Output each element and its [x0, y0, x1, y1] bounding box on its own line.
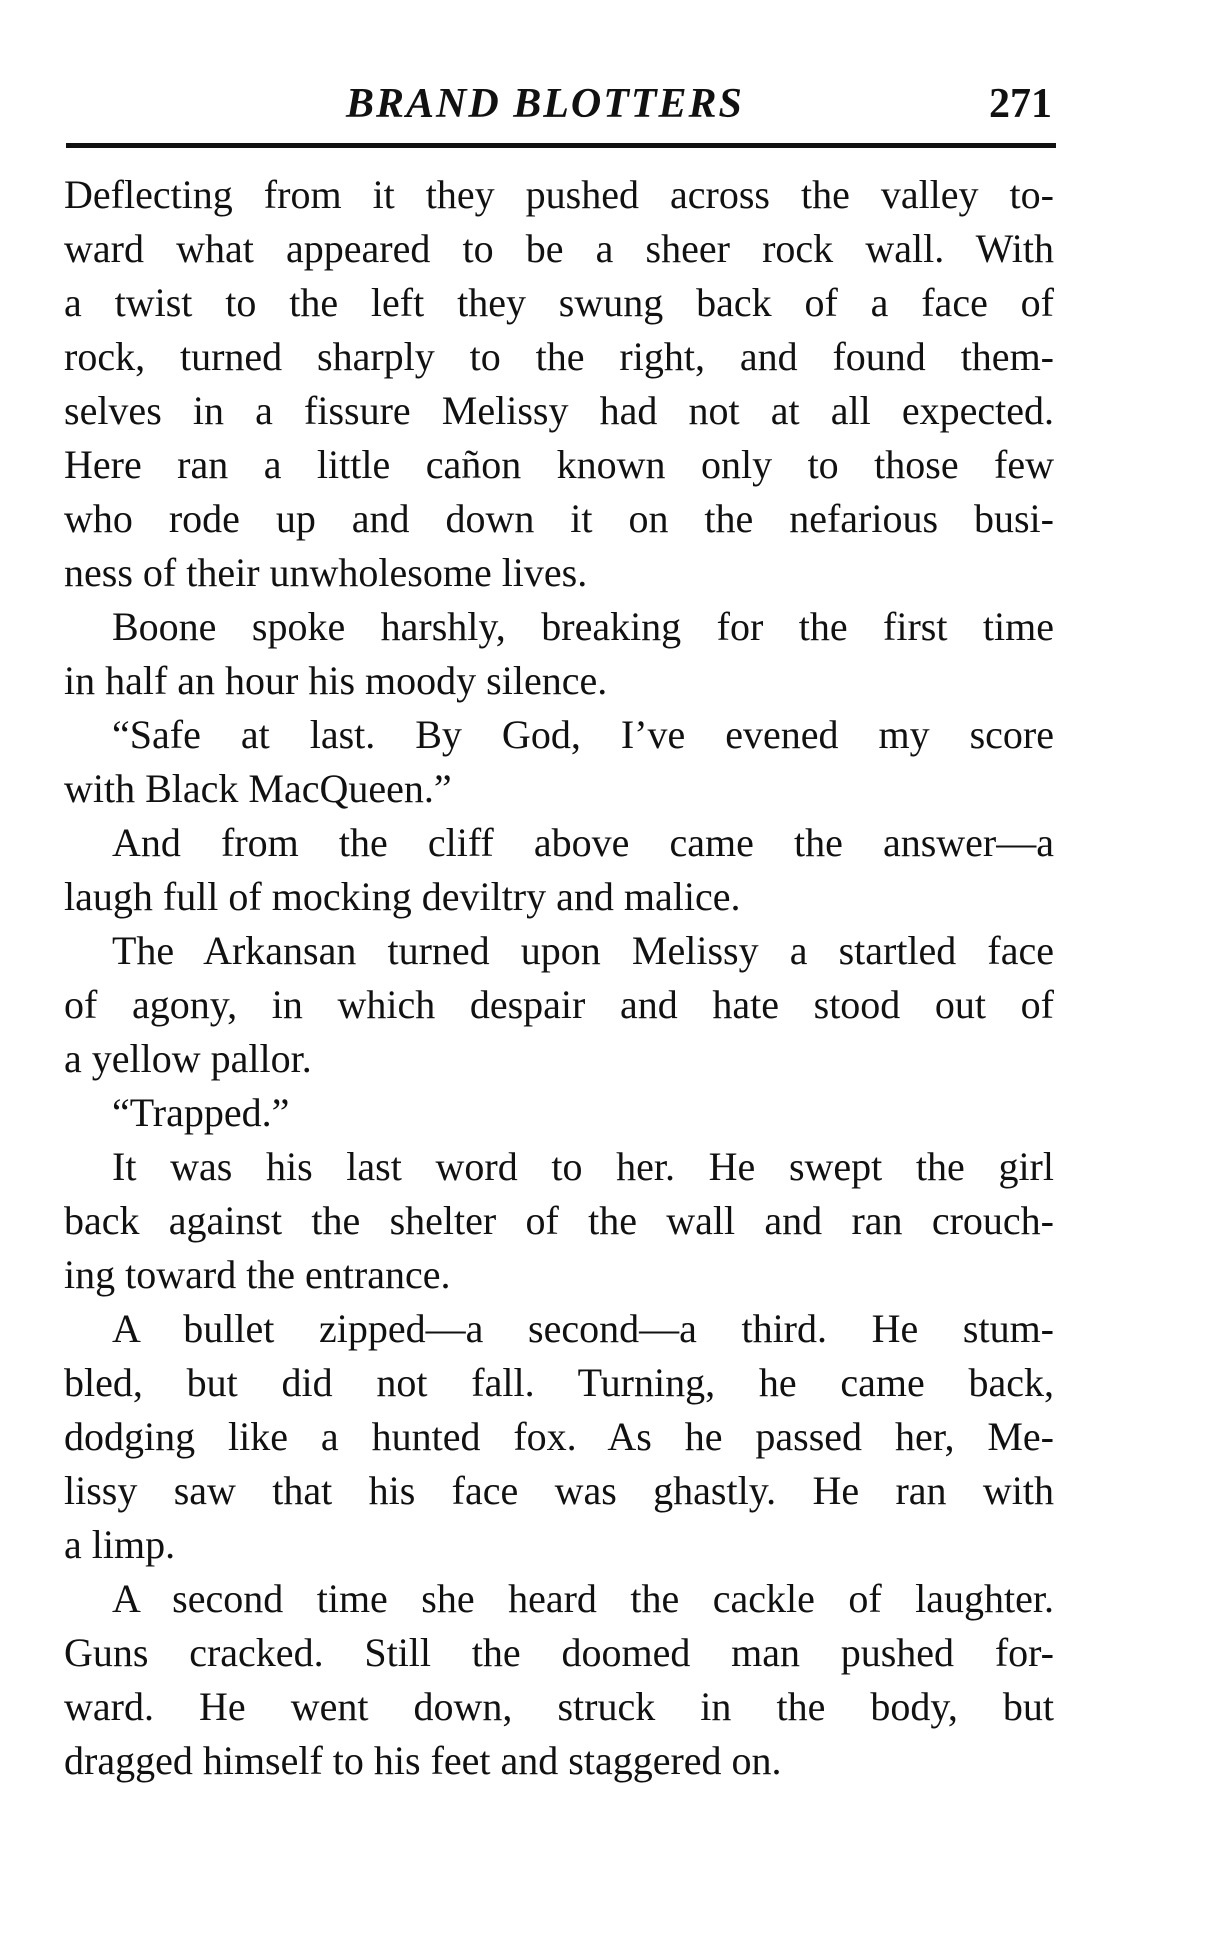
text-line: a twist to the left they swung back of a face of — [64, 280, 1054, 325]
text-line: a yellow pallor. — [64, 1036, 312, 1081]
header-rule — [66, 143, 1056, 148]
text-line: It was his last word to her. He swept the girl — [112, 1144, 1054, 1189]
text-line: “Safe at last. By God, I’ve evened my score — [112, 712, 1054, 757]
text-line: A bullet zipped—a second—a third. He stum- — [112, 1306, 1054, 1351]
text-line: a limp. — [64, 1522, 176, 1567]
text-line: Boone spoke harshly, breaking for the first time — [112, 604, 1054, 649]
text-line: ing toward the entrance. — [64, 1252, 451, 1297]
text-line: ward what appeared to be a sheer rock wall. With — [64, 226, 1054, 271]
text-line: of agony, in which despair and hate stood out of — [64, 982, 1054, 1027]
text-line: Guns cracked. Still the doomed man pushed for- — [64, 1630, 1054, 1675]
text-line: A second time she heard the cackle of laughter. — [112, 1576, 1054, 1621]
text-line: who rode up and down it on the nefarious busi- — [64, 496, 1054, 541]
body-text — [64, 168, 1054, 1788]
running-title: BRAND BLOTTERS — [346, 81, 744, 127]
text-line: selves in a fissure Melissy had not at all expected. — [64, 388, 1054, 433]
text-line: dragged himself to his feet and staggered on. — [64, 1738, 782, 1783]
text-line: ness of their unwholesome lives. — [64, 550, 588, 595]
text-line: dodging like a hunted fox. As he passed her, Me- — [64, 1414, 1054, 1459]
text-line: in half an hour his moody silence. — [64, 658, 608, 703]
text-line: with Black MacQueen.” — [64, 766, 452, 811]
text-line: “Trapped.” — [112, 1090, 290, 1135]
text-line: lissy saw that his face was ghastly. He ran with — [64, 1468, 1054, 1513]
text-line: back against the shelter of the wall and ran crouch- — [64, 1198, 1054, 1243]
text-line: And from the cliff above came the answer—a — [112, 820, 1054, 865]
text-line: laugh full of mocking deviltry and malice. — [64, 874, 741, 919]
text-line: Deflecting from it they pushed across the valley to- — [64, 172, 1054, 217]
text-line: bled, but did not fall. Turning, he came back, — [64, 1360, 1054, 1405]
running-head — [66, 80, 1058, 140]
text-line: Here ran a little cañon known only to those few — [64, 442, 1054, 487]
text-line: ward. He went down, struck in the body, but — [64, 1684, 1054, 1729]
text-line: rock, turned sharply to the right, and found them- — [64, 334, 1054, 379]
page-number: 271 — [989, 81, 1052, 127]
text-line: The Arkansan turned upon Melissy a startled face — [112, 928, 1054, 973]
